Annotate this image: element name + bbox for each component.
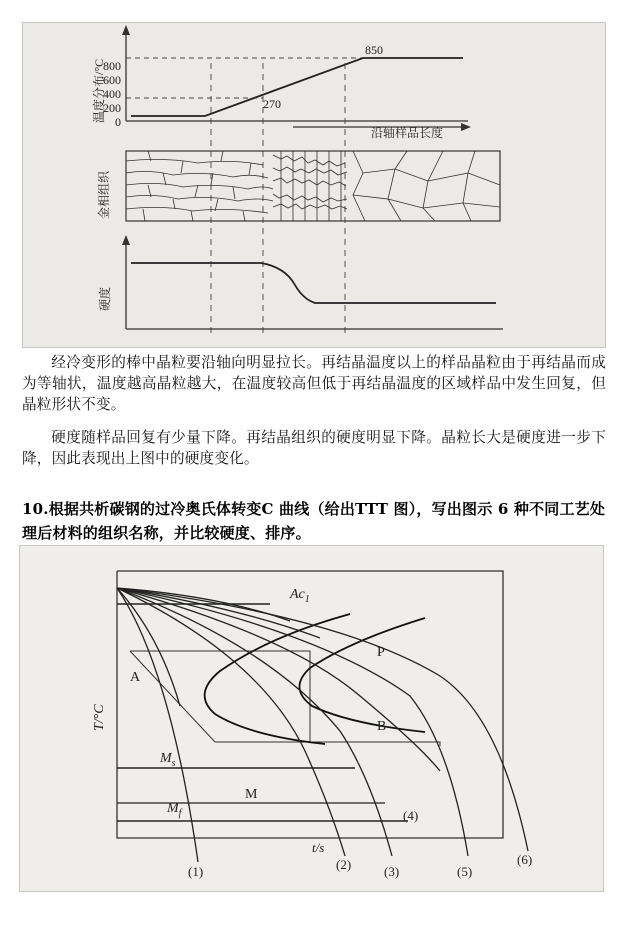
tick-0: 0 [115, 115, 121, 129]
ac1-label: $Ac_1$ [290, 587, 310, 605]
temperature-axis-label: T/°C [92, 704, 107, 731]
curve-label-6: (6) [517, 852, 533, 867]
paragraph-grain-structure: 经冷变形的棒中晶粒要沿轴向明显拉长。再结晶温度以上的样品晶粒由于再结晶而成为等轴状，温度越高晶粒越大，在温度较高但低于再结晶温度的区域样品中发生回复，但晶粒形状不变。 [22, 354, 606, 413]
tick-200: 200 [103, 101, 121, 115]
paragraph-hardness: 硬度随样品回复有少量下降。再结晶组织的硬度明显下降。晶粒长大是硬度进一步下降，因此表现出上图中的硬度变化。 [22, 429, 606, 467]
region-b-label: B [377, 719, 387, 734]
temperature-axis-label: 温度分布/°C [92, 58, 106, 123]
recrystallization-diagram [23, 23, 607, 349]
curve-label-1: (1) [188, 864, 204, 879]
mf-label: $M_f$ [167, 801, 182, 819]
curve-label-5: (5) [457, 864, 473, 879]
tick-600: 600 [103, 73, 121, 87]
peak-temperature-label: 850 [365, 43, 383, 57]
ttt-figure [19, 545, 604, 892]
region-a-label: A [130, 670, 141, 685]
question-10: 10.根据共析碳钢的过冷奥氏体转变C 曲线（给出TTT 图），写出图示 6 种不同工艺处理后材料的组织名称，并比较硬度、排序。 [22, 500, 606, 542]
axis-length-label: 沿轴样品长度 [371, 126, 444, 140]
recrystallization-figure [22, 22, 606, 348]
curve-label-4: (4) [403, 808, 419, 823]
curve-label-2: (2) [336, 857, 352, 872]
curve-label-3: (3) [384, 864, 400, 879]
ms-label: $M_s$ [160, 751, 176, 769]
mid-temperature-label: 270 [263, 97, 281, 111]
time-axis-label: t/s [312, 840, 325, 855]
tick-800: 800 [103, 59, 121, 73]
region-p-label: P [377, 645, 385, 660]
hardness-axis-label: 硬度 [98, 286, 112, 311]
region-m-label: M [245, 787, 258, 802]
ttt-diagram [20, 546, 605, 893]
microstructure-axis-label: 金相组织 [97, 170, 111, 219]
tick-400: 400 [103, 87, 121, 101]
